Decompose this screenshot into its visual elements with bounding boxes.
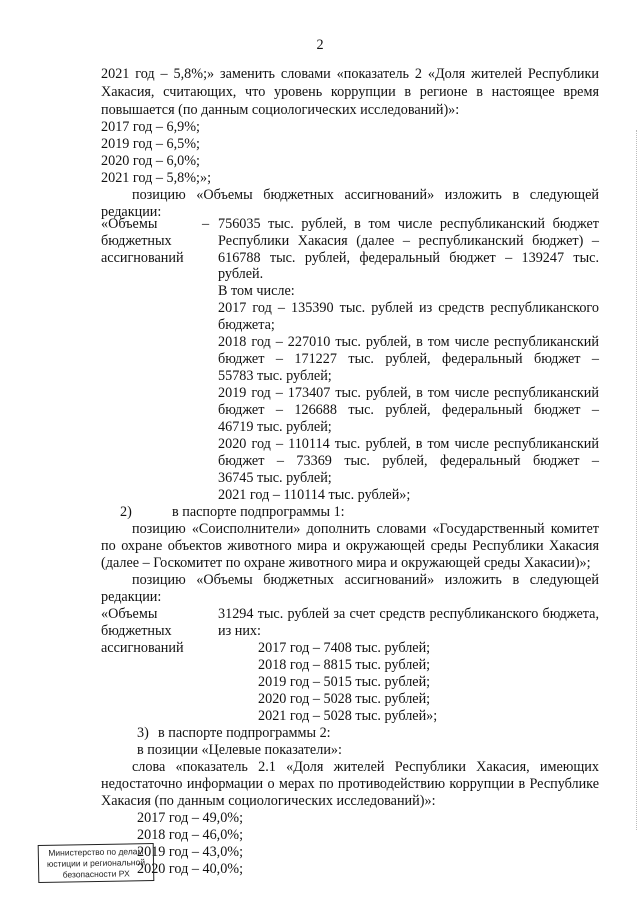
block-text: рублей. — [218, 266, 264, 282]
intro-line: повышается (по данным социологических исследований)»: — [101, 102, 460, 118]
scan-edge-dots — [634, 130, 637, 830]
year-value: 2017 год – 6,9%; — [101, 119, 200, 135]
block-text: Республики Хакасия (далее – республиканский бюджет) – — [218, 233, 599, 249]
block-text: 616788 тыс. рублей, федеральный бюджет – 139247 тыс. — [218, 250, 599, 266]
paragraph-line: в позиции «Целевые показатели»: — [137, 742, 342, 758]
item-text: в паспорте подпрограммы 2: — [158, 725, 331, 741]
block-text: 756035 тыс. рублей, в том числе республиканский бюджет — [218, 216, 599, 232]
block-label: «Объемы — [101, 216, 158, 232]
block-label: бюджетных — [101, 623, 172, 639]
year-value: 2017 год – 7408 тыс. рублей; — [258, 640, 431, 656]
block-text: 2018 год – 227010 тыс. рублей, в том числе республиканский — [218, 334, 599, 350]
block-text: 36745 тыс. рублей; — [218, 470, 332, 486]
block-text: бюджет – 171227 тыс. рублей, федеральный бюджет – — [218, 351, 599, 367]
year-value: 2019 год – 43,0%; — [137, 844, 244, 860]
block-label: ассигнований — [101, 250, 184, 266]
item-number: 3) — [137, 725, 149, 741]
paragraph-line: позицию «Объемы бюджетных ассигнований» изложить в следующей — [132, 572, 599, 588]
year-value: 2018 год – 46,0%; — [137, 827, 244, 843]
block-label: бюджетных — [101, 233, 172, 249]
paragraph-line: позицию «Объемы бюджетных ассигнований» изложить в следующей — [132, 187, 599, 203]
stamp-line: безопасности РХ — [62, 868, 130, 880]
year-value: 2019 год – 6,5%; — [101, 136, 200, 152]
block-text: бюджет – 126688 тыс. рублей, федеральный бюджет – — [218, 402, 599, 418]
block-text: бюджета; — [218, 317, 275, 333]
block-text: 2020 год – 110114 тыс. рублей, в том числе республиканский — [218, 436, 599, 452]
intro-line: Хакасия, считающих, что уровень коррупции в регионе в настоящее время — [101, 84, 599, 100]
block-text: В том числе: — [218, 283, 295, 299]
block-label: «Объемы — [101, 606, 158, 622]
year-value: 2017 год – 49,0%; — [137, 810, 244, 826]
year-value: 2020 год – 6,0%; — [101, 153, 200, 169]
item-text: в паспорте подпрограммы 1: — [172, 504, 345, 520]
block-text: 31294 тыс. рублей за счет средств республиканского бюджета, — [218, 606, 599, 622]
year-value: 2020 год – 40,0%; — [137, 861, 244, 877]
dash: – — [202, 216, 210, 232]
paragraph-line: по охране объектов животного мира и окружающей среды Республики Хакасия — [101, 538, 599, 554]
ministry-stamp — [38, 843, 155, 883]
paragraph-line: редакции: — [101, 589, 162, 605]
year-value: 2021 год – 5028 тыс. рублей»; — [258, 708, 438, 724]
paragraph-line: недостаточно информации о мерах по противодействию коррупции в Республике — [101, 776, 599, 792]
paragraph-line: позицию «Соисполнители» дополнить словами «Государственный комитет — [132, 521, 599, 537]
item-number: 2) — [120, 504, 132, 520]
block-text: 55783 тыс. рублей; — [218, 368, 332, 384]
block-text: 2019 год – 173407 тыс. рублей, в том числе республиканский — [218, 385, 599, 401]
year-value: 2018 год – 8815 тыс. рублей; — [258, 657, 431, 673]
paragraph-line: редакции: — [101, 204, 162, 220]
stamp-line: юстиции и региональной — [46, 857, 146, 869]
stamp-line: Министерство по делам — [48, 846, 144, 858]
block-label: ассигнований — [101, 640, 184, 656]
block-text: из них: — [218, 623, 261, 639]
page-number: 2 — [316, 37, 324, 53]
paragraph-line: слова «показатель 2.1 «Доля жителей Республики Хакасия, имеющих — [132, 759, 599, 775]
block-text: 46719 тыс. рублей; — [218, 419, 332, 435]
paragraph-line: (далее – Госкомитет по охране животного мира и окружающей среды Хакасии)»; — [101, 555, 591, 571]
block-text: бюджет – 73369 тыс. рублей, федеральный бюджет – — [218, 453, 599, 469]
block-text: 2021 год – 110114 тыс. рублей»; — [218, 487, 411, 503]
paragraph-line: Хакасия (по данным социологических исследований)»: — [101, 793, 436, 809]
intro-line: 2021 год – 5,8%;» заменить словами «показатель 2 «Доля жителей Республики — [101, 66, 599, 82]
year-value: 2021 год – 5,8%;»; — [101, 170, 212, 186]
year-value: 2019 год – 5015 тыс. рублей; — [258, 674, 431, 690]
block-text: 2017 год – 135390 тыс. рублей из средств республиканского — [218, 300, 599, 316]
year-value: 2020 год – 5028 тыс. рублей; — [258, 691, 431, 707]
